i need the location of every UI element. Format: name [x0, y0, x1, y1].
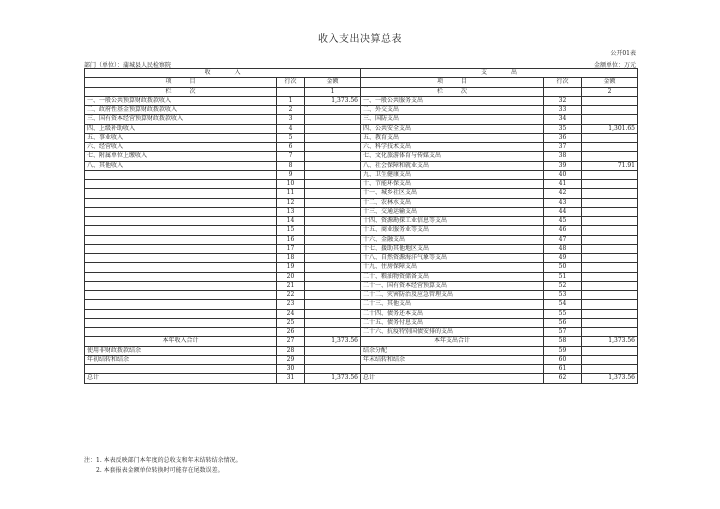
- expense-line-no: 51: [544, 272, 582, 281]
- expense-item: 四、公共安全支出: [361, 124, 544, 133]
- table-row: [85, 217, 638, 226]
- table-row: [85, 281, 638, 290]
- income-amount: [305, 328, 361, 337]
- expense-line-no: 38: [544, 152, 582, 161]
- income-summary-item: 总计: [85, 374, 277, 383]
- expense-amount: [582, 96, 638, 105]
- expense-amount: 1,373.56: [582, 337, 638, 346]
- expense-summary-item: 结余分配: [361, 346, 544, 355]
- income-line-no: 8: [277, 161, 305, 170]
- income-line-no: 24: [277, 309, 305, 318]
- income-amount-header: 金额: [305, 78, 361, 87]
- expense-amount: [582, 115, 638, 124]
- table-row: [85, 180, 638, 189]
- income-line-header: 行次: [277, 78, 305, 87]
- expense-line-no: 37: [544, 143, 582, 152]
- income-amount: [305, 106, 361, 115]
- income-item: [85, 180, 277, 189]
- income-item: 五、事业收入: [85, 133, 277, 142]
- table-row: [85, 96, 638, 105]
- income-amount: [305, 115, 361, 124]
- expense-line-no: 39: [544, 161, 582, 170]
- income-amount: [305, 272, 361, 281]
- expense-line-no: 62: [544, 374, 582, 383]
- expense-line-no: 52: [544, 281, 582, 290]
- footnote-2: 2. 本套报表金额单位转换时可能存在尾数误差。: [84, 467, 224, 474]
- expense-line-no: 44: [544, 207, 582, 216]
- expense-item: 五、教育支出: [361, 133, 544, 142]
- income-amount: [305, 198, 361, 207]
- income-line-no: 7: [277, 152, 305, 161]
- unit-label: 金额单位：万元: [593, 62, 636, 69]
- table-row: [85, 254, 638, 263]
- expense-line-no: 34: [544, 115, 582, 124]
- expense-line-no: 56: [544, 318, 582, 327]
- income-line-no: 17: [277, 244, 305, 253]
- income-amount: [305, 254, 361, 263]
- expense-line-no: 35: [544, 124, 582, 133]
- expense-item: 二十三、其他支出: [361, 300, 544, 309]
- expense-summary-item: 总计: [361, 374, 544, 383]
- income-line-no: 22: [277, 291, 305, 300]
- income-line-no: 16: [277, 235, 305, 244]
- expense-item: 十三、交通运输支出: [361, 207, 544, 216]
- income-summary-item: 使用非财政拨款结余: [85, 346, 277, 355]
- expense-summary-item: [361, 365, 544, 374]
- income-amount: [305, 207, 361, 216]
- expense-item: 六、科学技术支出: [361, 143, 544, 152]
- income-line-no: 10: [277, 180, 305, 189]
- income-item: 一、一般公共预算财政拨款收入: [85, 96, 277, 105]
- expense-line-no: 47: [544, 235, 582, 244]
- expense-item: 十六、金融支出: [361, 235, 544, 244]
- summary-row: [85, 365, 638, 374]
- expense-amount: 71.91: [582, 161, 638, 170]
- expense-amount: [582, 217, 638, 226]
- income-item: 六、经营收入: [85, 143, 277, 152]
- expense-line-no: 58: [544, 337, 582, 346]
- expense-amount: [582, 272, 638, 281]
- table-row: [85, 272, 638, 281]
- income-amount: [305, 152, 361, 161]
- expense-item: 十五、商业服务业等支出: [361, 226, 544, 235]
- expense-item: 二十六、抗疫特别国债安排的支出: [361, 328, 544, 337]
- income-column-number: 1: [305, 87, 361, 96]
- expense-item: 二、外交支出: [361, 106, 544, 115]
- income-line-no: 5: [277, 133, 305, 142]
- expense-item: 九、卫生健康支出: [361, 170, 544, 179]
- income-amount: [305, 217, 361, 226]
- income-item-header: 项 目: [85, 78, 277, 87]
- section-header-row: [85, 69, 638, 78]
- expense-amount: [582, 365, 638, 374]
- summary-row: [85, 355, 638, 364]
- income-item: [85, 309, 277, 318]
- expense-amount-header: 金额: [582, 78, 638, 87]
- income-line-no: 11: [277, 189, 305, 198]
- income-line-no: 1: [277, 96, 305, 105]
- income-amount: [305, 291, 361, 300]
- income-amount: [305, 143, 361, 152]
- page-title: 收入支出决算总表: [318, 34, 402, 45]
- income-item: [85, 207, 277, 216]
- income-amount: [305, 244, 361, 253]
- income-item: [85, 263, 277, 272]
- expense-line-no: 57: [544, 328, 582, 337]
- expense-amount: 1,373.56: [582, 374, 638, 383]
- expense-line-no: 55: [544, 309, 582, 318]
- income-item: [85, 235, 277, 244]
- table-row: [85, 189, 638, 198]
- expense-item: 二十四、债务还本支出: [361, 309, 544, 318]
- form-number: 公开01表: [610, 50, 636, 57]
- income-column-label: 栏 次: [85, 87, 277, 96]
- income-line-no: 3: [277, 115, 305, 124]
- income-amount: [305, 355, 361, 364]
- income-item: [85, 328, 277, 337]
- income-amount: [305, 170, 361, 179]
- table-row: [85, 328, 638, 337]
- expense-column-label: 栏 次: [361, 87, 544, 96]
- income-amount: 1,373.56: [305, 374, 361, 383]
- column-number-row: [85, 87, 638, 96]
- expense-amount: [582, 300, 638, 309]
- income-item: [85, 244, 277, 253]
- expense-item: 十七、援助其他地区支出: [361, 244, 544, 253]
- expense-amount: [582, 226, 638, 235]
- expense-amount: [582, 143, 638, 152]
- expense-item: 十九、住房保障支出: [361, 263, 544, 272]
- income-amount: [305, 124, 361, 133]
- income-line-no: 26: [277, 328, 305, 337]
- income-amount: [305, 235, 361, 244]
- expense-amount: [582, 346, 638, 355]
- income-amount: [305, 189, 361, 198]
- income-item: 八、其他收入: [85, 161, 277, 170]
- expense-amount: [582, 235, 638, 244]
- expense-amount: [582, 198, 638, 207]
- income-line-no: 15: [277, 226, 305, 235]
- summary-row: [85, 337, 638, 346]
- expense-line-no: 41: [544, 180, 582, 189]
- income-amount: [305, 263, 361, 272]
- expense-line-no: 53: [544, 291, 582, 300]
- income-amount: 1,373.56: [305, 96, 361, 105]
- department-label: 部门（单位）：蒲城县人民检察院: [84, 62, 172, 69]
- expense-line-no: 60: [544, 355, 582, 364]
- summary-row: [85, 346, 638, 355]
- table-row: [85, 143, 638, 152]
- expense-item: 十一、城乡社区支出: [361, 189, 544, 198]
- income-line-no: 2: [277, 106, 305, 115]
- income-item: [85, 291, 277, 300]
- income-amount: [305, 133, 361, 142]
- income-item: 七、附属单位上缴收入: [85, 152, 277, 161]
- expense-line-no: 54: [544, 300, 582, 309]
- income-item: [85, 272, 277, 281]
- income-line-no: 21: [277, 281, 305, 290]
- expense-amount: [582, 318, 638, 327]
- expense-item-header: 项 目: [361, 78, 544, 87]
- table-row: [85, 198, 638, 207]
- income-line-no: 25: [277, 318, 305, 327]
- table-row: [85, 124, 638, 133]
- expense-item: 二十二、灾害防治及应急管理支出: [361, 291, 544, 300]
- income-line-no: 29: [277, 355, 305, 364]
- income-amount: [305, 161, 361, 170]
- expense-line-no: 50: [544, 263, 582, 272]
- income-summary-item: 年初结转和结余: [85, 355, 277, 364]
- income-item: [85, 189, 277, 198]
- expense-line-no: 49: [544, 254, 582, 263]
- income-line-no: 14: [277, 217, 305, 226]
- summary-row: [85, 374, 638, 383]
- expense-item: 十、节能环保支出: [361, 180, 544, 189]
- table-row: [85, 106, 638, 115]
- expense-column-number: 2: [582, 87, 638, 96]
- income-line-no: 30: [277, 365, 305, 374]
- income-line-no: 13: [277, 207, 305, 216]
- income-line-no: 20: [277, 272, 305, 281]
- income-item: [85, 300, 277, 309]
- income-line-no: 12: [277, 198, 305, 207]
- table-row: [85, 291, 638, 300]
- expense-line-header: 行次: [544, 78, 582, 87]
- income-item: [85, 226, 277, 235]
- expense-amount: [582, 355, 638, 364]
- expense-item: 一、一般公共服务支出: [361, 96, 544, 105]
- income-summary-item: 本年收入合计: [85, 337, 277, 346]
- income-amount: [305, 300, 361, 309]
- income-line-no: 6: [277, 143, 305, 152]
- table-row: [85, 263, 638, 272]
- expense-amount: [582, 254, 638, 263]
- expense-line-no: 48: [544, 244, 582, 253]
- expense-item: 七、文化旅游体育与传媒支出: [361, 152, 544, 161]
- expense-amount: [582, 309, 638, 318]
- expense-line-no: 36: [544, 133, 582, 142]
- footnotes: [84, 456, 242, 476]
- expense-amount: [582, 207, 638, 216]
- income-item: [85, 170, 277, 179]
- income-line-no: 23: [277, 300, 305, 309]
- income-line-no: 9: [277, 170, 305, 179]
- table-row: [85, 309, 638, 318]
- income-item: 三、国有资本经营预算财政拨款收入: [85, 115, 277, 124]
- expense-amount: [582, 180, 638, 189]
- table-row: [85, 115, 638, 124]
- expense-summary-item: 年末结转和结余: [361, 355, 544, 364]
- expense-amount: 1,301.65: [582, 124, 638, 133]
- expense-line-no: 33: [544, 106, 582, 115]
- expense-item: 二十五、债务付息支出: [361, 318, 544, 327]
- expense-item: 十八、自然资源海洋气象等支出: [361, 254, 544, 263]
- table-row: [85, 235, 638, 244]
- expense-amount: [582, 106, 638, 115]
- blank-cell: [277, 87, 305, 96]
- income-item: [85, 318, 277, 327]
- expense-summary-item: 本年支出合计: [361, 337, 544, 346]
- income-amount: [305, 318, 361, 327]
- expense-line-no: 42: [544, 189, 582, 198]
- expense-amount: [582, 328, 638, 337]
- expense-line-no: 61: [544, 365, 582, 374]
- column-header-row: [85, 78, 638, 87]
- income-item: [85, 281, 277, 290]
- expense-line-no: 59: [544, 346, 582, 355]
- income-item: 四、上级补助收入: [85, 124, 277, 133]
- income-line-no: 28: [277, 346, 305, 355]
- expense-item: 二十、粮油物资储备支出: [361, 272, 544, 281]
- income-amount: [305, 309, 361, 318]
- expense-item: 八、社会保障和就业支出: [361, 161, 544, 170]
- expense-amount: [582, 291, 638, 300]
- expense-line-no: 32: [544, 96, 582, 105]
- expense-amount: [582, 189, 638, 198]
- income-line-no: 27: [277, 337, 305, 346]
- table-row: [85, 133, 638, 142]
- income-summary-item: [85, 365, 277, 374]
- table-row: [85, 244, 638, 253]
- table-row: [85, 152, 638, 161]
- footnote-1: 注：1. 本表反映部门本年度的总收支和年末结转结余情况。: [84, 457, 242, 464]
- income-amount: [305, 226, 361, 235]
- expense-item: 三、国防支出: [361, 115, 544, 124]
- expense-line-no: 46: [544, 226, 582, 235]
- income-item: [85, 254, 277, 263]
- expense-line-no: 45: [544, 217, 582, 226]
- blank-cell: [544, 87, 582, 96]
- expense-line-no: 43: [544, 198, 582, 207]
- expense-amount: [582, 281, 638, 290]
- income-line-no: 18: [277, 254, 305, 263]
- expense-line-no: 40: [544, 170, 582, 179]
- expense-amount: [582, 152, 638, 161]
- income-amount: [305, 180, 361, 189]
- income-line-no: 4: [277, 124, 305, 133]
- expense-header: 支 出: [361, 69, 638, 78]
- table-row: [85, 318, 638, 327]
- income-amount: [305, 365, 361, 374]
- table-row: [85, 207, 638, 216]
- table-row: [85, 226, 638, 235]
- expense-amount: [582, 263, 638, 272]
- income-line-no: 19: [277, 263, 305, 272]
- table-row: [85, 161, 638, 170]
- expense-item: 十二、农林水支出: [361, 198, 544, 207]
- expense-amount: [582, 244, 638, 253]
- income-header: 收 入: [85, 69, 361, 78]
- expense-item: 十四、资源勘探工业信息等支出: [361, 217, 544, 226]
- table-row: [85, 300, 638, 309]
- budget-table: [84, 68, 638, 384]
- income-item: [85, 217, 277, 226]
- income-amount: [305, 346, 361, 355]
- income-item: [85, 198, 277, 207]
- expense-amount: [582, 170, 638, 179]
- table-row: [85, 170, 638, 179]
- income-amount: 1,373.56: [305, 337, 361, 346]
- income-item: 二、政府性基金预算财政拨款收入: [85, 106, 277, 115]
- expense-item: 二十一、国有资本经营预算支出: [361, 281, 544, 290]
- expense-amount: [582, 133, 638, 142]
- income-amount: [305, 281, 361, 290]
- income-line-no: 31: [277, 374, 305, 383]
